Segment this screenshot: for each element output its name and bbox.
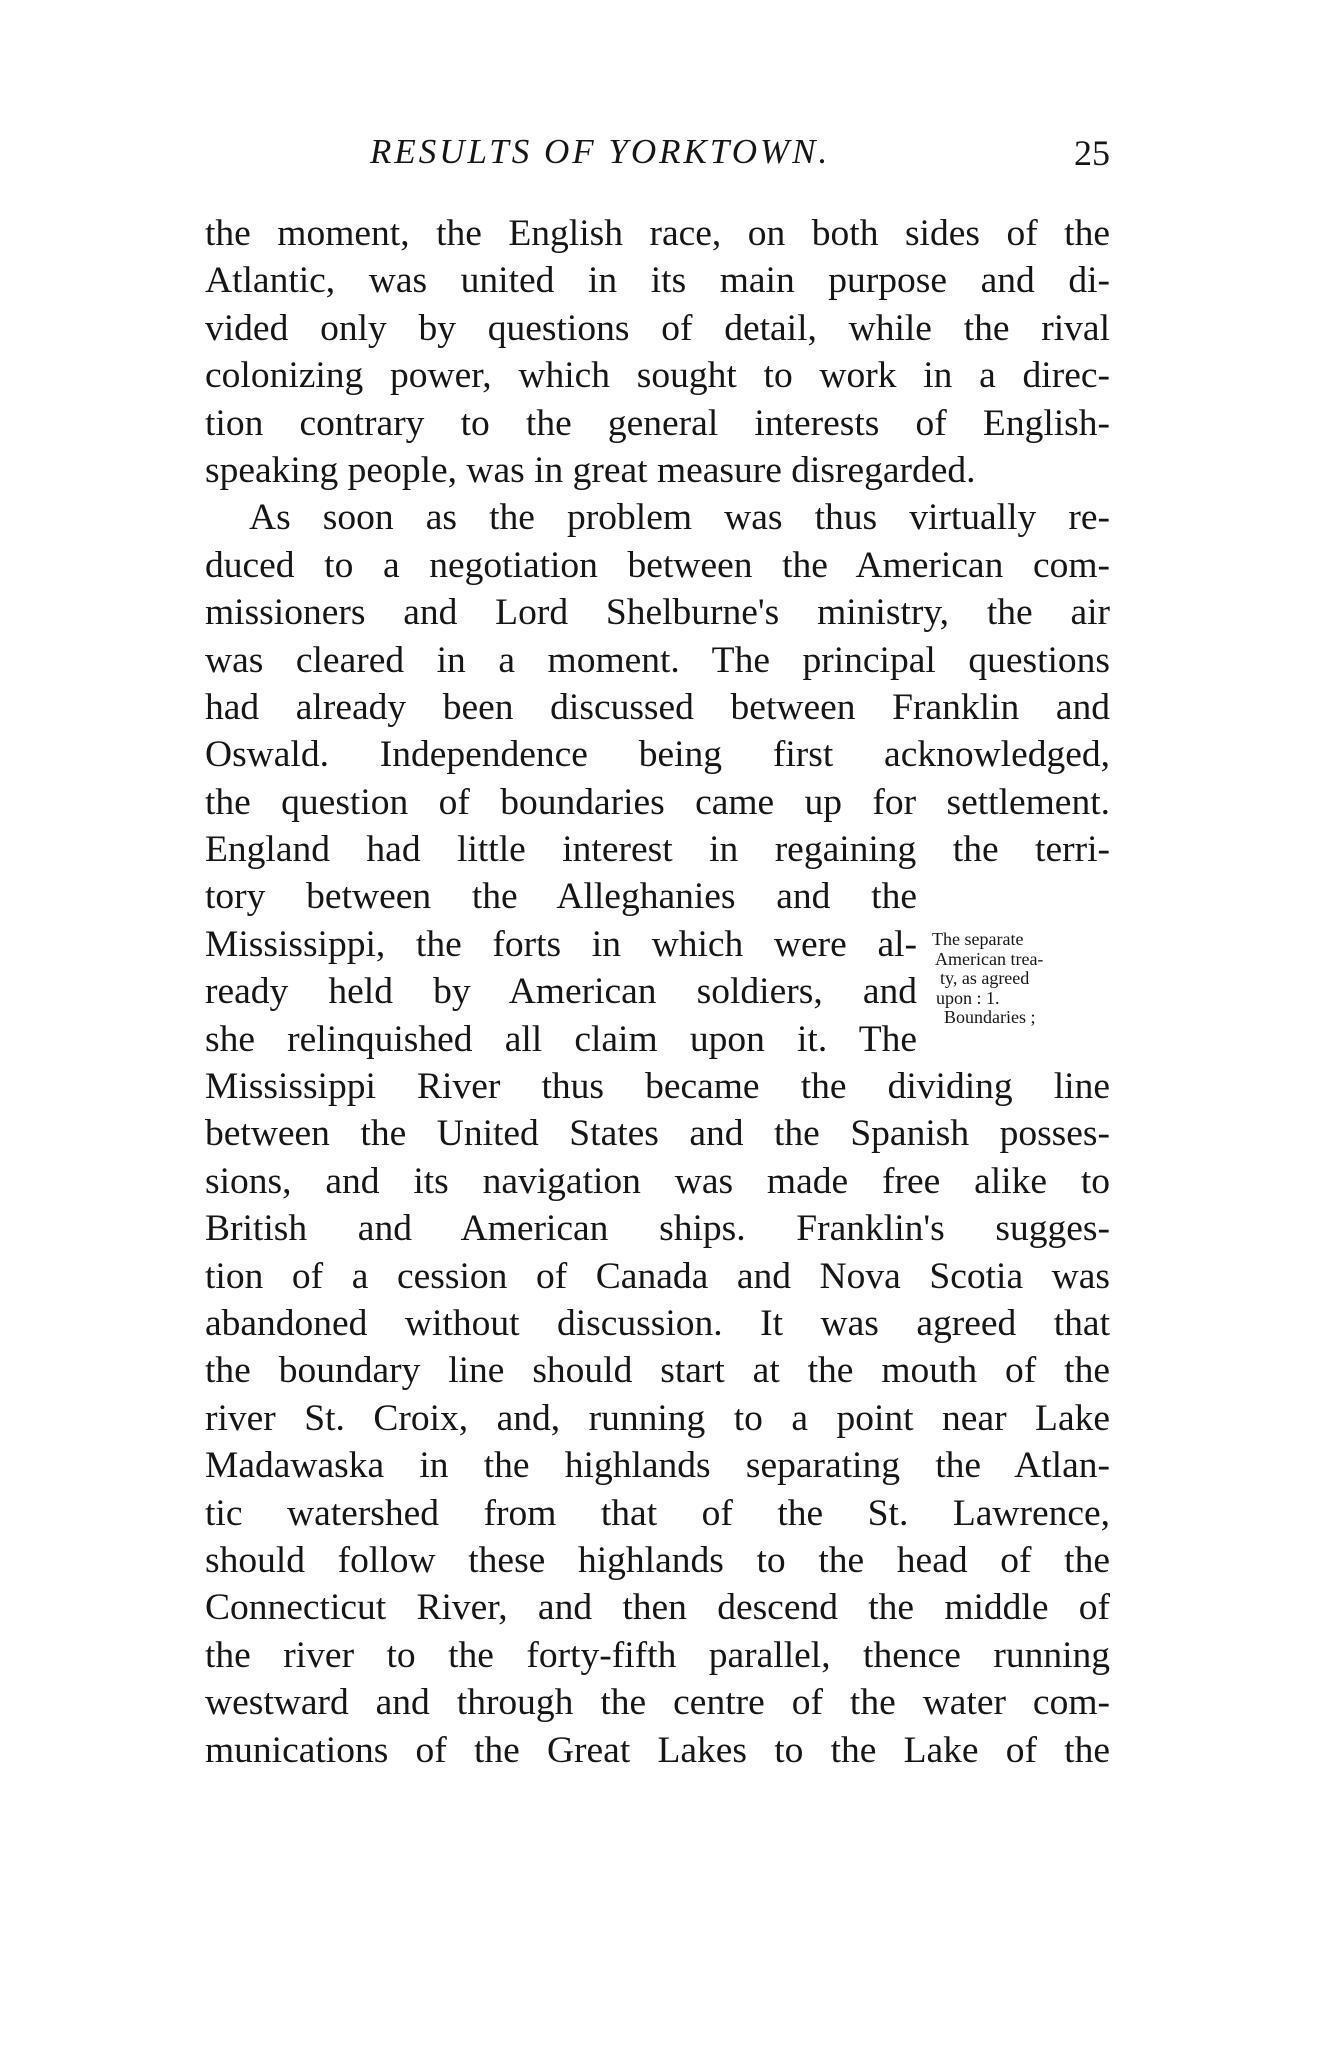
margin-note-line: upon : 1. xyxy=(936,987,1000,1008)
text-line: tory between the Alleghanies and the xyxy=(205,876,917,918)
margin-note-line: Boundaries ; xyxy=(944,1007,1036,1027)
text-line: speaking people, was in great measure disregarded. xyxy=(205,449,976,491)
text-line: abandoned without discussion. It was agreed that xyxy=(205,1302,1110,1344)
text-line: duced to a negotiation between the American com- xyxy=(205,544,1110,586)
page-header xyxy=(205,132,1110,182)
text-line: was cleared in a moment. The principal questions xyxy=(205,639,1110,681)
text-line: As soon as the problem was thus virtually re- xyxy=(249,497,1110,539)
margin-note-line: American trea- xyxy=(935,948,1044,969)
running-head: RESULTS OF YORKTOWN. xyxy=(370,132,831,171)
text-line: Connecticut River, and then descend the middle of xyxy=(205,1587,1110,1629)
text-line: the river to the forty-fifth parallel, thence running xyxy=(205,1634,1110,1676)
text-line: had already been discussed between Franklin and xyxy=(205,686,1110,728)
text-line: missioners and Lord Shelburne's ministry, the air xyxy=(205,592,1110,634)
text-line: Madawaska in the highlands separating the Atlan- xyxy=(205,1445,1110,1487)
text-line: vided only by questions of detail, while the rival xyxy=(205,307,1110,349)
text-line: Mississippi River thus became the dividing line xyxy=(205,1066,1110,1108)
text-line: Oswald. Independence being first acknowledged, xyxy=(205,734,1110,776)
text-line: colonizing power, which sought to work in a direc- xyxy=(205,355,1110,397)
text-line: she relinquished all claim upon it. The xyxy=(205,1018,917,1060)
text-line: sions, and its navigation was made free alike to xyxy=(205,1160,1110,1202)
text-line: Mississippi, the forts in which were al- xyxy=(205,923,917,965)
text-line: munications of the Great Lakes to the Lake of the xyxy=(205,1729,1110,1771)
text-line: the question of boundaries came up for settlement. xyxy=(205,781,1110,823)
margin-note-line: The separate xyxy=(932,929,1024,949)
text-line: Atlantic, was united in its main purpose and di- xyxy=(205,260,1110,302)
text-line: British and American ships. Franklin's sugges- xyxy=(205,1208,1110,1250)
text-line: the moment, the English race, on both sides of the xyxy=(205,213,1110,254)
text-line: river St. Croix, and, running to a point near Lake xyxy=(205,1397,1110,1439)
page-number: 25 xyxy=(1074,133,1110,173)
margin-note-line: ty, as agreed xyxy=(940,968,1030,988)
text-line: should follow these highlands to the head of the xyxy=(205,1539,1110,1581)
text-line: the boundary line should start at the mouth of the xyxy=(205,1350,1110,1392)
text-line: westward and through the centre of the water com- xyxy=(205,1682,1110,1724)
margin-note xyxy=(932,930,1122,1028)
text-line: tic watershed from that of the St. Lawrence, xyxy=(205,1492,1110,1534)
text-line: ready held by American soldiers, and xyxy=(205,971,917,1013)
text-line: England had little interest in regaining the terri- xyxy=(205,829,1110,871)
text-line: tion contrary to the general interests of English- xyxy=(205,402,1110,444)
text-line: between the United States and the Spanish posses- xyxy=(205,1113,1110,1155)
text-line: tion of a cession of Canada and Nova Scotia was xyxy=(205,1255,1110,1297)
